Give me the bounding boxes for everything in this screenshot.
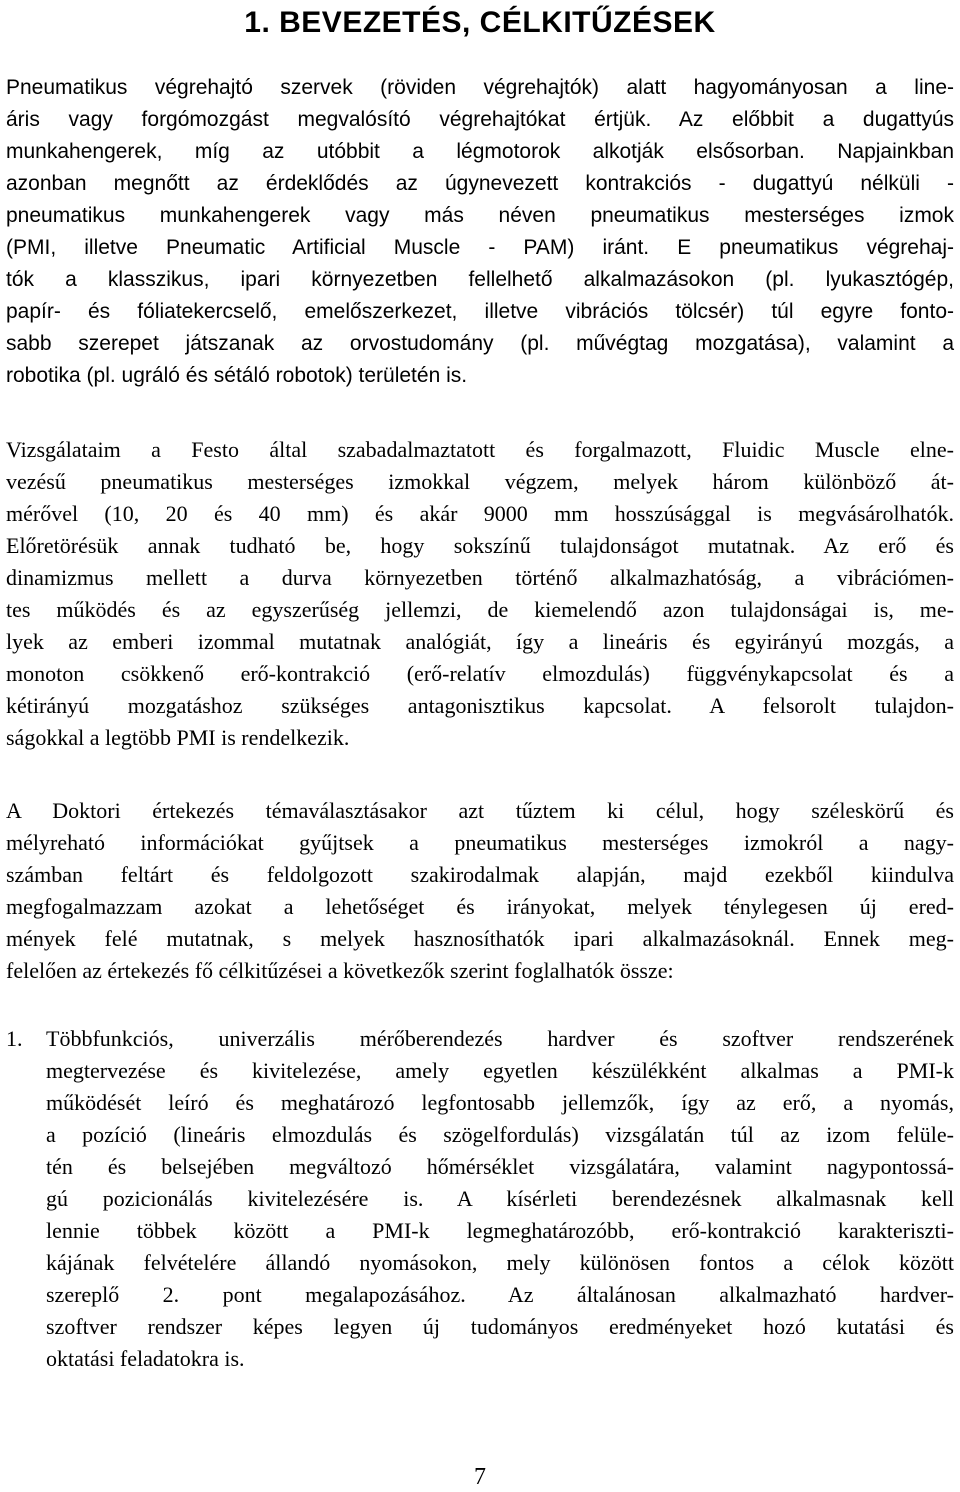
text-line: mények felé mutatnak, s melyek hasznosíthatók ipari alkalmazásoknál. Ennek meg-: [6, 926, 954, 951]
text-line: azonban megnőtt az érdeklődés az úgynevezett kontrakciós - dugattyú nélküli -: [6, 172, 954, 195]
text-line: Vizsgálataim a Festo által szabadalmaztatott és forgalmazott, Fluidic Muscle elne-: [6, 437, 954, 462]
text-line: kétirányú mozgatáshoz szükséges antagonisztikus kapcsolat. A felsorolt tulajdon-: [6, 693, 954, 718]
text-line: tes működés és az egyszerűség jellemzi, de kiemelendő azon tulajdonságai is, me-: [6, 597, 954, 622]
text-line: felelően az értekezés fő célkitűzései a következők szerint foglalhatók össze:: [6, 958, 674, 983]
text-line: sabb szerepet játszanak az orvostudomány (pl. művégtag mozgatása), valamint a: [6, 332, 954, 355]
text-line: lennie többek között a PMI-k legmeghatározóbb, erő-kontrakció karakteriszti-: [46, 1218, 954, 1243]
text-line: papír- és fóliatekercselő, emelőszerkezet, illetve vibrációs tölcsér) túl egyre fonto-: [6, 300, 954, 323]
paragraph-objectives: [6, 795, 954, 987]
text-line: A Doktori értekezés témaválasztásakor azt tűztem ki célul, hogy széleskörű és: [6, 798, 954, 823]
text-line: a pozíció (lineáris elmozdulás és szögelfordulás) vizsgálatán túl az izom felüle-: [46, 1122, 954, 1147]
text-line: gú pozicionálás kivitelezésére is. A kísérleti berendezésnek alkalmasnak kell: [46, 1186, 954, 1211]
text-line: monoton csökkenő erő-kontrakció (erő-relatív elmozdulás) függvénykapcsolat és a: [6, 661, 954, 686]
text-line: működését leíró és meghatározó legfontosabb jellemzők, így az erő, a nyomás,: [46, 1090, 954, 1115]
text-line: számban feltárt és feldolgozott szakirodalmak alapján, majd ezekből kiindulva: [6, 862, 954, 887]
text-line: mélyreható információkat gyűjtsek a pneumatikus mesterséges izmokról a nagy-: [6, 830, 954, 855]
text-line: szereplő 2. pont megalapozásához. Az általánosan alkalmazható hardver-: [46, 1282, 954, 1307]
text-line: szoftver rendszer képes legyen új tudományos eredményeket hozó kutatási és: [46, 1314, 954, 1339]
text-line: ságokkal a legtöbb PMI is rendelkezik.: [6, 725, 350, 750]
text-line: robotika (pl. ugráló és sétáló robotok) területén is.: [6, 364, 468, 387]
section-heading: 1. BEVEZETÉS, CÉLKITŰZÉSEK: [244, 6, 716, 39]
text-line: tók a klasszikus, ipari környezetben fellelhető alkalmazásokon (pl. lyukasztógép,: [6, 268, 954, 291]
text-line: dinamizmus mellett a durva környezetben történő alkalmazhatóság, a vibrációmen-: [6, 565, 954, 590]
list-item-number: 1.: [6, 1026, 23, 1051]
text-line: lyek az emberi izommal mutatnak analógiát, így a lineáris és egyirányú mozgás, a: [6, 629, 954, 654]
text-line: mérővel (10, 20 és 40 mm) és akár 9000 mm hosszúsággal is megvásárolhatók.: [6, 501, 954, 526]
page-number: 7: [474, 1464, 486, 1490]
text-line: (PMI, illetve Pneumatic Artificial Muscle - PAM) iránt. E pneumatikus végrehaj-: [6, 236, 954, 259]
text-line: Előretörésük annak tudható be, hogy sokszínű tulajdonságot mutatnak. Az erő és: [6, 533, 954, 558]
text-line: tén és belsejében megváltozó hőmérséklet vizsgálatára, valamint nagypontossá-: [46, 1154, 954, 1179]
text-line: munkahengerek, míg az utóbbit a légmotorok alkotják elsősorban. Napjainkban: [6, 140, 954, 163]
text-line: pneumatikus munkahengerek vagy más néven pneumatikus mesterséges izmok: [6, 204, 954, 227]
paragraph-fluidic-muscle: [6, 434, 954, 754]
text-line: áris vagy forgómozgást megvalósító végrehajtókat értjük. Az előbbit a dugattyús: [6, 108, 954, 131]
text-line: oktatási feladatokra is.: [46, 1346, 245, 1371]
text-line: kájának felvételére állandó nyomásokon, mely különösen fontos a célok között: [46, 1250, 954, 1275]
list-item-body: [46, 1023, 954, 1375]
text-line: Többfunkciós, univerzális mérőberendezés hardver és szoftver rendszerének: [46, 1026, 954, 1051]
text-line: megfogalmazzam azokat a lehetőséget és irányokat, melyek ténylegesen új ered-: [6, 894, 954, 919]
paragraph-intro: [6, 72, 954, 392]
text-line: megtervezése és kivitelezése, amely egyetlen készülékként alkalmas a PMI-k: [46, 1058, 954, 1083]
text-line: vezésű pneumatikus mesterséges izmokkal végzem, melyek három különböző át-: [6, 469, 954, 494]
text-line: Pneumatikus végrehajtó szervek (röviden végrehajtók) alatt hagyományosan a line-: [6, 76, 954, 99]
